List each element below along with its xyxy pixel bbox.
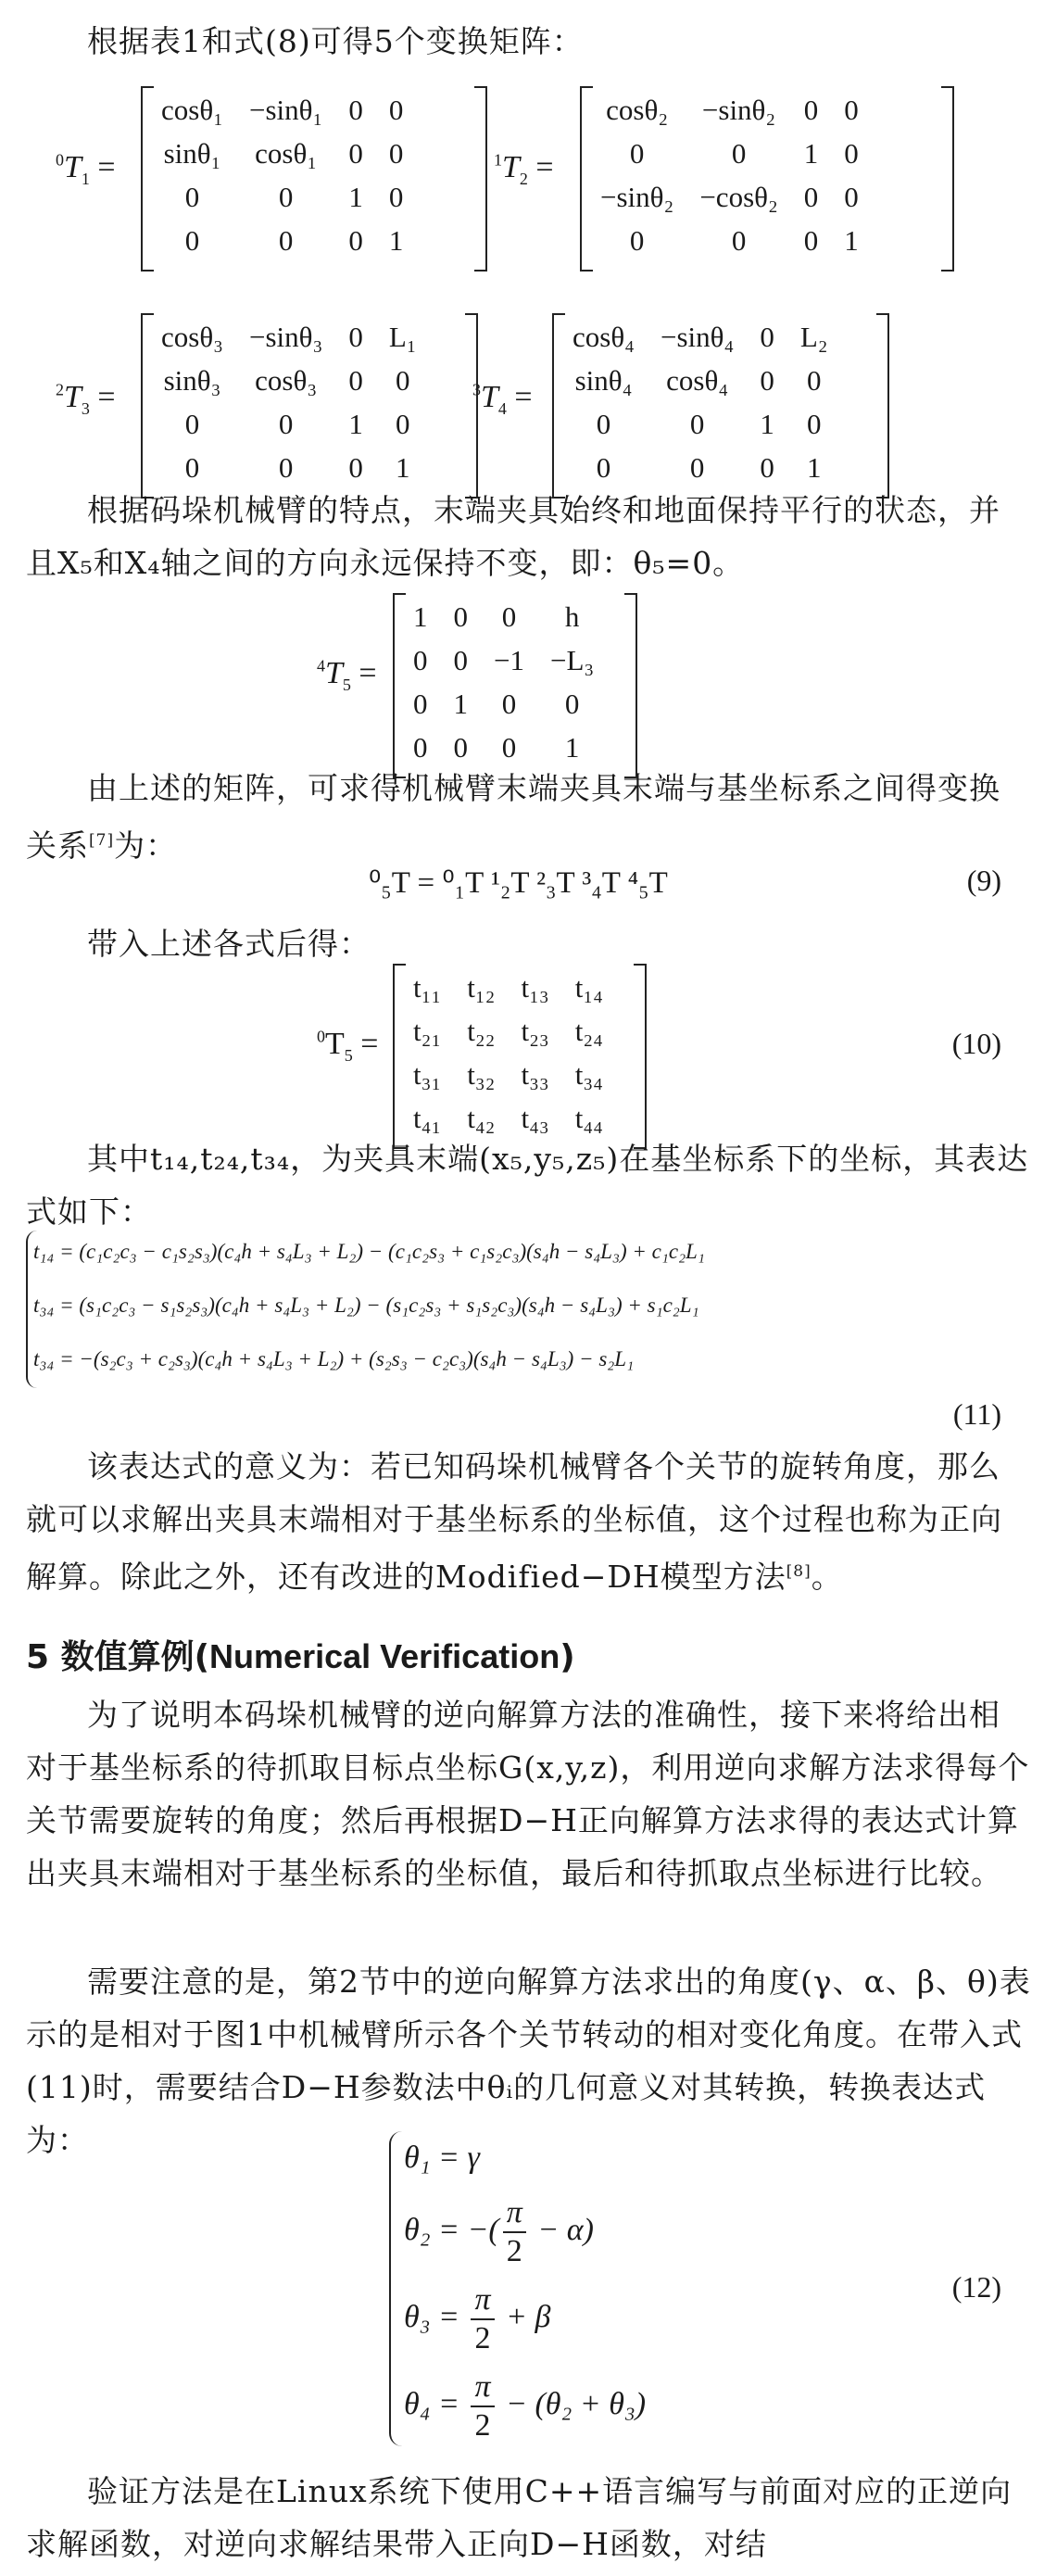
matrix-cell: 0 bbox=[760, 363, 774, 397]
matrix-cell: 0 bbox=[388, 136, 404, 170]
equation-11-line-2: t₃₄ = (s₁c₂c₃ − s₁s₂s₃)(c₄h + s₄L₃ + L₂) − (s₁c₂s₃ + s₁s₂c₃)(s₄h − s₄L₃) + s₁c₂L₁ bbox=[33, 1294, 699, 1317]
matrix-cell: 0 bbox=[629, 223, 645, 257]
matrix-cell: 1 bbox=[806, 450, 822, 484]
matrix-body bbox=[400, 966, 616, 1140]
equation-11-line-1: t₁₄ = (c₁c₂c₃ − c₁s₂s₃)(c₄h + s₄L₃ + L₂) − (c₁c₂s₃ + c₁s₂c₃)(s₄h − s₄L₃) + c₁c₂L₁ bbox=[33, 1240, 705, 1263]
matrix-body bbox=[400, 595, 607, 769]
matrix-cell: 0 bbox=[348, 136, 363, 170]
fraction-pi-over-2: $\frac{\pi}{2}$ bbox=[471, 2368, 494, 2444]
equation-12-line-3: θ₃ = $\frac{\pi}{2}$ + β bbox=[404, 2282, 551, 2355]
matrix-cell: 1 bbox=[388, 223, 404, 257]
matrix-cell: t₁₄ bbox=[574, 970, 603, 1004]
matrix-cell: t₄₁ bbox=[413, 1101, 442, 1134]
matrix-cell: L₁ bbox=[388, 320, 417, 353]
matrix-cell: 0 bbox=[278, 407, 294, 440]
matrix-cell: −sinθ₁ bbox=[248, 93, 323, 126]
equation-11-number: (11) bbox=[952, 1397, 1001, 1431]
matrix-cell: −sinθ₃ bbox=[248, 320, 323, 353]
matrix-cell: −sinθ₄ bbox=[660, 320, 735, 353]
fraction-pi-over-2: $\frac{\pi}{2}$ bbox=[503, 2194, 526, 2270]
matrix-cell: t₃₁ bbox=[413, 1057, 442, 1091]
equation-12-number: (12) bbox=[951, 2270, 1001, 2304]
matrix-cell: 0 bbox=[689, 450, 705, 484]
matrix-cell: 0 bbox=[395, 407, 410, 440]
matrix-cell: 0 bbox=[278, 223, 294, 257]
matrix-cell: 0 bbox=[760, 450, 774, 484]
equation-12-brace bbox=[389, 2131, 402, 2446]
matrix-label-T45: $^4T_5$ = bbox=[317, 656, 377, 694]
matrix-cell: 0 bbox=[844, 180, 859, 213]
matrix-cell: 0 bbox=[348, 93, 363, 126]
matrix-cell: 0 bbox=[564, 687, 580, 720]
matrix-body bbox=[148, 315, 430, 489]
matrix-cell: 0 bbox=[731, 223, 747, 257]
matrix-cell: 0 bbox=[806, 407, 822, 440]
matrix-cell: t₂₄ bbox=[574, 1014, 603, 1047]
matrix-cell: t₁₃ bbox=[521, 970, 549, 1004]
matrix-cell: 0 bbox=[184, 223, 200, 257]
matrix-cell: t₁₂ bbox=[467, 970, 496, 1004]
matrix-cell: 0 bbox=[501, 687, 517, 720]
equation-9-number: (9) bbox=[966, 864, 1001, 897]
fraction-pi-over-2: $\frac{\pi}{2}$ bbox=[471, 2281, 494, 2357]
matrix-T34 bbox=[552, 313, 889, 499]
matrix-cell: 0 bbox=[348, 363, 363, 397]
matrix-cell: 0 bbox=[348, 320, 363, 353]
matrix-cell: h bbox=[564, 600, 580, 633]
matrix-cell: −sinθ₂ bbox=[600, 180, 674, 213]
matrix-cell: 0 bbox=[453, 730, 468, 764]
matrix-cell: 0 bbox=[453, 600, 468, 633]
matrix-cell: cosθ₄ bbox=[573, 320, 635, 353]
equation-12-line-1: θ₁ = γ bbox=[404, 2140, 480, 2175]
matrix-T12 bbox=[580, 86, 954, 271]
matrix-cell: cosθ₂ bbox=[606, 93, 669, 126]
para-meaning: 该表达式的意义为：若已知码垛机械臂各个关节的旋转角度，那么就可以求解出夹具末端相对于基坐标系的坐标值，这个过程也称为正向解算。除此之外，还有改进的Modified−DH模型方法[8]。 bbox=[26, 1448, 1002, 1595]
matrix-cell: 0 bbox=[278, 450, 294, 484]
matrix-cell: cosθ₃ bbox=[255, 363, 318, 397]
equation-9: ⁰₅T = ⁰₁T ¹₂T ²₃T ³₄T ⁴₅T bbox=[369, 866, 668, 900]
matrix-cell: 0 bbox=[501, 600, 517, 633]
matrix-cell: −cosθ₂ bbox=[699, 180, 778, 213]
matrix-label-T34: $^3T_4$ = bbox=[472, 380, 533, 418]
matrix-cell: 0 bbox=[844, 93, 859, 126]
matrix-cell: 0 bbox=[413, 687, 428, 720]
equation-11-line-3: t₃₄ = −(s₂c₃ + c₂s₃)(c₄h + s₄L₃ + L₂) + (s₂s₃ − c₂c₃)(s₄h − s₄L₃) − s₂L₁ bbox=[33, 1347, 635, 1370]
matrix-cell: 1 bbox=[760, 407, 774, 440]
matrix-cell: t₂₁ bbox=[413, 1014, 442, 1047]
matrix-cell: t₂₃ bbox=[521, 1014, 549, 1047]
matrix-cell: t₄₂ bbox=[467, 1101, 496, 1134]
matrix-cell: cosθ₁ bbox=[161, 93, 223, 126]
matrix-body bbox=[587, 88, 872, 262]
matrix-T01 bbox=[141, 86, 487, 271]
matrix-cell: −sinθ₂ bbox=[701, 93, 776, 126]
matrix-cell: 1 bbox=[348, 180, 363, 213]
matrix-cell: 0 bbox=[803, 180, 819, 213]
matrix-cell: cosθ₁ bbox=[255, 136, 318, 170]
matrix-cell: −L₃ bbox=[549, 643, 595, 676]
para-verify-1: 为了说明本码垛机械臂的逆向解算方法的准确性，接下来将给出相对于基坐标系的待抓取目标点坐标G(x,y,z)，利用逆向求解方法求得每个关节需要旋转的角度；然后再根据D−H正向解算方法求得的表达式计算出夹具末端相对于基坐标系的坐标值，最后和待抓取点坐标进行比较。 bbox=[26, 1697, 1030, 1891]
matrix-cell: 0 bbox=[184, 180, 200, 213]
equation-12-line-2: θ₂ = −( $\frac{\pi}{2}$ − α) bbox=[404, 2195, 594, 2268]
matrix-label-T12: $^1T_2$ = bbox=[494, 150, 554, 188]
para-substitute: 带入上述各式后得： bbox=[87, 926, 371, 962]
equation-10-number: (10) bbox=[951, 1027, 1001, 1060]
matrix-cell: t₂₂ bbox=[467, 1014, 496, 1047]
matrix-label-T23: $^2T_3$ = bbox=[56, 380, 116, 418]
para-where: 其中t₁₄,t₂₄,t₃₄，为夹具末端(x₅,y₅,z₅)在基坐标系下的坐标，其表达式如下： bbox=[26, 1141, 1029, 1230]
matrix-cell: 0 bbox=[806, 363, 822, 397]
matrix-cell: 0 bbox=[803, 93, 819, 126]
matrix-cell: sinθ₄ bbox=[574, 363, 633, 397]
matrix-body bbox=[560, 315, 841, 489]
matrix-cell: 1 bbox=[453, 687, 468, 720]
para-feature: 根据码垛机械臂的特点，末端夹具始终和地面保持平行的状态，并且X₅和X₄轴之间的方向永远保持不变，即：θ₅=0。 bbox=[26, 492, 1000, 581]
matrix-cell: t₃₃ bbox=[521, 1057, 549, 1091]
citation-8: [8] bbox=[786, 1562, 812, 1581]
matrix-cell: L₂ bbox=[799, 320, 828, 353]
citation-7: [7] bbox=[89, 831, 115, 850]
matrix-cell: 0 bbox=[501, 730, 517, 764]
matrix-cell: −1 bbox=[494, 643, 524, 676]
matrix-cell: 0 bbox=[689, 407, 705, 440]
matrix-cell: 1 bbox=[803, 136, 819, 170]
matrix-cell: 0 bbox=[760, 320, 774, 353]
matrix-cell: t₄₄ bbox=[574, 1101, 603, 1134]
matrix-T05 bbox=[393, 964, 647, 1149]
matrix-cell: 1 bbox=[844, 223, 859, 257]
matrix-cell: sinθ₁ bbox=[163, 136, 221, 170]
matrix-cell: t₃₂ bbox=[467, 1057, 496, 1091]
matrix-cell: 0 bbox=[413, 643, 428, 676]
matrix-cell: 0 bbox=[388, 93, 404, 126]
matrix-cell: 1 bbox=[413, 600, 428, 633]
matrix-cell: 0 bbox=[348, 223, 363, 257]
matrix-cell: 0 bbox=[596, 450, 611, 484]
matrix-label-T01: $^0T_1$ = bbox=[56, 150, 116, 188]
matrix-cell: t₄₃ bbox=[521, 1101, 549, 1134]
matrix-cell: 0 bbox=[453, 643, 468, 676]
matrix-cell: 0 bbox=[629, 136, 645, 170]
para-method: 验证方法是在Linux系统下使用C++语言编写与前面对应的正逆向求解函数，对逆向求解结果带入正向D−H函数，对结 bbox=[26, 2473, 1013, 2562]
matrix-label-T05: $^0T_5$ = bbox=[317, 1027, 379, 1065]
matrix-cell: 0 bbox=[844, 136, 859, 170]
matrix-cell: 0 bbox=[184, 450, 200, 484]
intro-text: 根据表1和式(8)可得5个变换矩阵： bbox=[87, 23, 584, 59]
matrix-cell: t₁₁ bbox=[413, 970, 442, 1004]
matrix-cell: 0 bbox=[413, 730, 428, 764]
section-heading: 5 数值算例(Numerical Verification) bbox=[26, 1637, 575, 1676]
matrix-cell: 0 bbox=[596, 407, 611, 440]
matrix-cell: cosθ₄ bbox=[666, 363, 729, 397]
equation-12-line-4: θ₄ = $\frac{\pi}{2}$ − (θ₂ + θ₃) bbox=[404, 2369, 647, 2443]
matrix-cell: 0 bbox=[348, 450, 363, 484]
matrix-cell: 1 bbox=[395, 450, 410, 484]
matrix-cell: sinθ₃ bbox=[163, 363, 221, 397]
matrix-cell: 0 bbox=[395, 363, 410, 397]
matrix-cell: t₃₄ bbox=[574, 1057, 603, 1091]
matrix-T45 bbox=[393, 593, 637, 778]
para-transform: 由上述的矩阵，可求得机械臂末端夹具末端与基坐标系之间得变换关系[7]为： bbox=[26, 770, 1000, 864]
matrix-cell: 1 bbox=[564, 730, 580, 764]
matrix-T23 bbox=[141, 313, 478, 499]
para-verify-2: 需要注意的是，第2节中的逆向解算方法求出的角度(γ、α、β、θ)表示的是相对于图1中机械臂所示各个关节转动的相对变化角度。在带入式(11)时，需要结合D−H参数法中θᵢ的几何意义对其转换，转换表达式为： bbox=[26, 1964, 1031, 2158]
matrix-body bbox=[148, 88, 416, 262]
matrix-cell: 0 bbox=[184, 407, 200, 440]
matrix-cell: 0 bbox=[731, 136, 747, 170]
matrix-cell: 1 bbox=[348, 407, 363, 440]
matrix-cell: 0 bbox=[278, 180, 294, 213]
matrix-cell: cosθ₃ bbox=[161, 320, 223, 353]
matrix-cell: 0 bbox=[803, 223, 819, 257]
matrix-cell: 0 bbox=[388, 180, 404, 213]
